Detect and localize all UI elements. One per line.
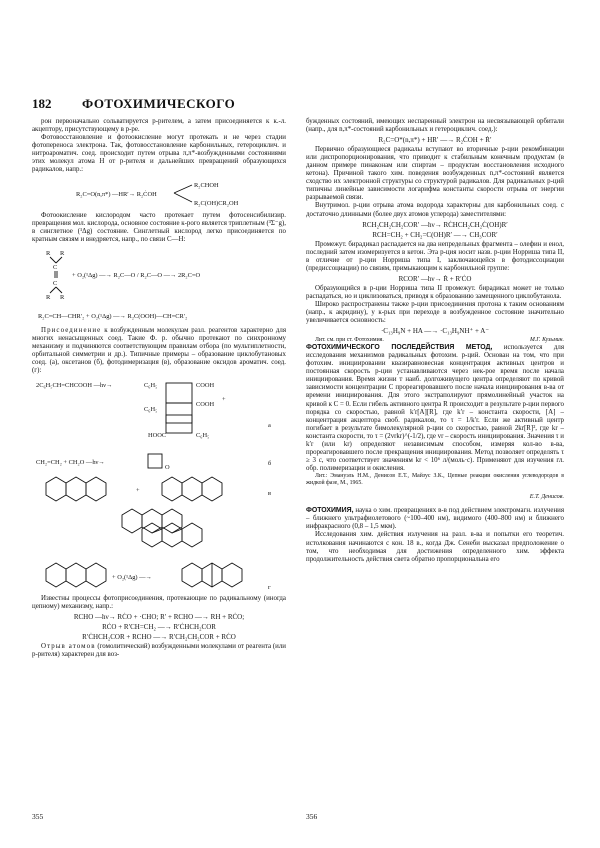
paragraph-text: к возбужденным молекулам разл. реагентов характерно для многих ненасыщенных соед. Такие Ф. р. обычно протекают по синхронному механизму и подчиняются соответствующим правилам отбора (по мультиплетности, орбитальной симметрии и др.). Типичные примеры – образование циклобутановых соед. (а), оксетанов (б), фотодимеризация (в), образование оксидов ароматич. соед. (г): [32,326,286,374]
run-in-term: Присоединение [41,326,102,334]
run-in-term: Отрыв атомов [41,643,96,651]
svg-text:C: C [53,263,58,271]
formula-text: R₂C=CH—CHR′₂ + O₂(¹Δg) —→ R₂C(OOH)—CH=CR′₂ [38,312,188,320]
scheme-ene-reaction [32,301,286,327]
formula-text: R₂CHOH [194,182,219,190]
svg-text:COOH: COOH [196,381,215,389]
page-number-right: 356 [306,812,318,821]
article-author: Е.Т. Денисов. [529,493,564,501]
formula: ·C₁₃H₉N + HA —→ ·C₁₃H₉NH⁺ + A⁻ [380,327,490,336]
paragraph: Фотовосстановление и фотоокисление могут протекать и не через стадии фотопереноса электрона. Так, фотовосстановление карбонильных, гетероциклич. и нитроароматич. соед. происходит путем отрыва π,π*-возбужденными состояниями этих молекул атома Н от р-рителя и дальнейших превращений образующихся радикалов, напр.: [32,134,286,174]
formula: RCH₂CH₂CH₂COR′ —hν→ RĊHCH₂CH₂Ċ(OH)R′ [362,220,508,229]
page-number-left: 355 [32,812,44,821]
article-heading: ФОТОХИМИЧЕСКОГО ПОСЛЕДЕЙСТВИЯ МЕТОД, [306,344,493,352]
literature-reference: Лит.: Эмануэль Н.М., Денисов Е.Т., Майзус З.К., Цепные реакции окисления углеводородов в жидкой фазе, М., 1965. [306,472,564,486]
formula: RCHO —hν→ RĊO + ·CHO; R′ + RCHO —→ RH + RĊO; [73,612,245,621]
scheme-singlet-oxygen [32,245,286,301]
formula: RĊO + R′CH=CH₂ —→ R′ĊHCH₂COR [102,622,216,631]
svg-text:R: R [60,249,65,257]
article-author: М.Г. Кузьмин. [530,337,564,344]
paragraph-text: наука о хим. превращениях в-в под действием электромагн. излучения – ближнего ультрафиолетового (~100–400 нм), видимого (400–800 нм) и ближнего инфракрасного (0,8 – 1,5 мкм). [306,507,564,531]
formula: R′ĊHCH₂COR + RCHO —→ R′CH₂CH₂COR + RĊO [82,632,236,641]
formula-text: + O₂(¹Δg) —→ [112,573,152,581]
literature-text: Лит. см. при ст. Фотохимия. [315,337,384,344]
svg-text:COOH: COOH [196,400,215,408]
article-heading: ФОТОХИМИЯ, [306,507,354,515]
scheme-v-photodimer [32,473,286,555]
paragraph: бужденных состояний, имеющих неспаренный электрон на несвязывающей орбитали (напр., для n,π*-состояний карбонильных и гетероциклич. соед.): [306,118,564,134]
formula-text: CH₂=CH₂ + CH₂O —hν→ [36,458,105,466]
left-column [32,118,286,659]
formula-text: 2C₆H₅CH=CHCOOH —hν→ [36,381,113,389]
svg-text:C₆H₅: C₆H₅ [144,381,158,389]
paragraph: Внутримол. р-ции отрыва атома водорода характерны для карбонильных соед. с достаточно длинными (более двух атомов углерода) заместителями: [306,202,564,218]
svg-text:R: R [46,293,51,301]
paragraph: Известны процессы фотоприсоединения, протекающие по радикальному (иногда цепному) механизму, напр.: [32,594,286,610]
running-head: ФОТОХИМИЧЕСКОГО [82,96,236,111]
svg-text:O: O [165,463,170,471]
paragraph: Исследования хим. действия излучения на разл. в-ва и попытки его теоретич. истолкования начинаются с кон. 18 в., когда Дж. Сенеби высказал предположение о том, что необходимая для достижения определенного хим. эффекта продолжительность действия света обратно пропорциональна его [306,531,564,563]
article-entry [306,507,564,531]
paragraph [32,327,286,375]
paragraph-text: используется для исследования механизмов радикальных фотохим. р-ций. Основан на том, что при фотохим. инициировании квазиравновесная концентрация активных центров и постоянная скорость р-ции устанавливаются через нек-рое время после начала инициирования. Время жизни т наиб. долгоживущего центра определяют по кривой зависимости концентрации С прореагировавшего после начала инициирования в-ва от времени инициирования. Для этого экстраполируют прямолинейный участок на кривой к С = 0. Если гибель активного центра R происходит в результате р-ции первого порядка со скоростью, равной k′r[A][R], где k′r – константа скорости, [A] – концентрация акцептора своб. радикалов, то τ = 1/k′r. Если же активный центр погибает в результате бимолекулярной р-ции со скоростью, равной 2kr[R]², где kr – константа скорости, то τ = (2vrkr)^(-1/2), где vr – скорость инициирования. Значения τ и k′r (или kr) определяют независимым способом, измеряя кол-во в-ва, прореагировавшего после прекращения инициирования. Метод позволяет определять τ ≥ 3 с, что соответствует значениям kr < 10⁶ л/(моль·с). Применяют для изучения гл. обр. полимеризации и окисления. [306,344,564,472]
scheme-g-oxide [32,555,286,595]
svg-text:C₆H₅: C₆H₅ [144,405,158,413]
label-a: а [268,421,271,429]
formula-text: R₂C=O(n,π*) —HR′→ R₂ĊOH [76,191,157,199]
svg-text:C: C [53,279,58,287]
paragraph: рон первоначально сольватируется р-рителем, а затем присоединяется к к.-л. акцептору, присутствующему в р-ре. [32,118,286,134]
article-entry [306,344,564,473]
formula-text: + O₂(¹Δg) —→ R₂C—O / R₂C—O —→ 2R₂C=O [72,271,201,279]
paragraph: Образующийся в р-ции Норриша типа II промежут. бирадикал может не только распадаться, но и циклизоваться, приводя к образованию замещенного циклобутанола. [306,284,564,300]
svg-text:R: R [46,249,51,257]
paragraph: Промежут. бирадикал распадается на два непредельных фрагмента – олефин и енол, последний затем изомеризуется в кетон. Эта р-ция носит назв. р-ции Норриша типа II, в отличие от р-ции Норриша типа I, заключающейся в фотодиссоциации (предиссоциации) по связям, примыкающим к карбонильной группе: [306,240,564,272]
paragraph: Первично образующиеся радикалы вступают во вторичные р-ции рекомбинации или диспропорционирования, что приводит к стабильным конечным продуктам (в данном примере пинаконам или спиртам – продуктам восстановления исходного кетона). Причиной такого хим. поведения возбужденных n,π*-состояний является сходство их электронной структуры со структурой радикалов. Для радикальных р-ций типичны линейные зависимости логарифма константы скорости отрыва от энергии разрываемой связи. [306,146,564,202]
formula-text: R₂C(OH)CR₂OH [194,200,239,208]
label-v: в [268,489,272,497]
svg-text:+: + [136,486,140,494]
svg-text:C₆H₅: C₆H₅ [196,431,210,439]
formula: RCH=CH₂ + CH₂=C(OH)R′ —→ CH₃COR′ [372,230,498,239]
scheme-b-oxetane [32,449,286,473]
paragraph: Фотоокисление кислородом часто протекает путем фотосенсибилизир. превращения мол. кислорода, основное состояние к-рого является триплетным (³Σ⁻g), в синглетное (¹Δg) состояние. Синглетный кислород легко присоединяется по кратным связям и внедряется, напр., по связи С—Н: [32,212,286,244]
paragraph [32,643,286,659]
right-column [306,118,564,564]
page-number: 182 [32,96,52,111]
paragraph-text: (гомолитический) возбужденными молекулами от реагента (или р-рителя) характерен для воз- [32,643,286,659]
svg-text:+: + [222,395,226,403]
formula: RCOR′ —hν→ Ṙ + R′ĊO [398,274,472,283]
scheme-a-cyclobutane [32,375,286,449]
svg-text:HOOC: HOOC [148,431,167,439]
svg-text:R: R [60,293,65,301]
paragraph: Широко распространены также р-ции присоединения протона к таким основаниям (напр., к акридину), у к-рых при переходе в возбужденное состояние значительно увеличивается основность: [306,300,564,325]
label-g: г [268,583,271,591]
scheme-photoreduction [32,174,286,212]
formula: R₂C=O*(n,π*) + HR′ —→ R₂ĊOH + Ṙ′ [378,136,492,145]
label-b: б [268,459,272,467]
